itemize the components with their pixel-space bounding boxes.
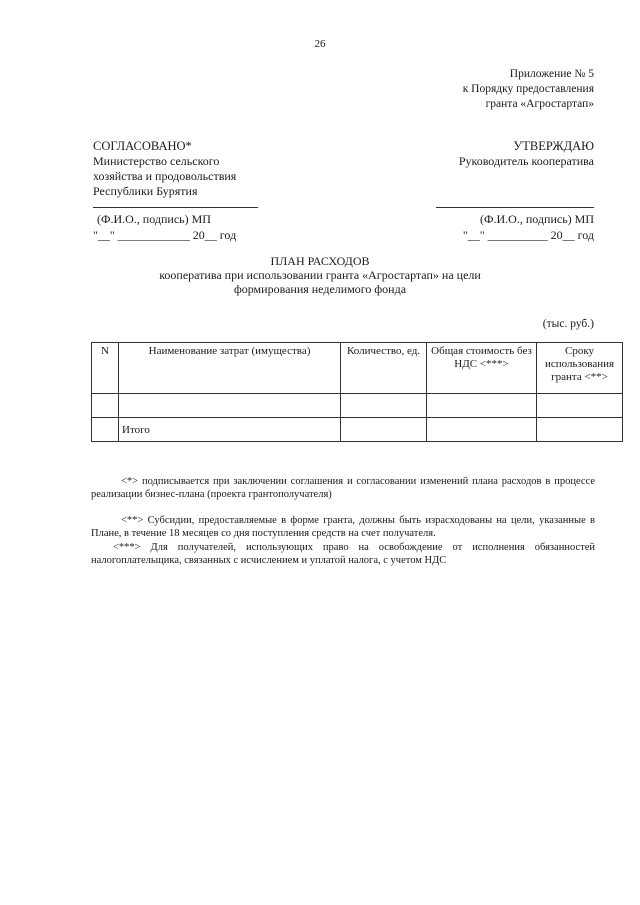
table-row (92, 394, 623, 418)
right-date-line: "__" __________ 20__ год (462, 228, 594, 242)
footnote-1: <*> подписывается при заключении соглашения и согласовании изменений плана расходов в процессе реализации бизнес-плана (проекта грантополучателя) (91, 476, 595, 500)
table-total-row (92, 418, 623, 442)
table-cell (341, 418, 427, 442)
approved-org-line-2: хозяйства и продовольствия (93, 169, 237, 183)
left-signature-line (93, 207, 258, 208)
table-cell (92, 394, 119, 418)
total-label: Итого (119, 418, 341, 442)
approved-block (93, 139, 236, 199)
approved-org-line-1: Министерство сельского (93, 154, 220, 168)
table-cell (537, 418, 623, 442)
footnote-2: <**> Субсидии, предоставляемые в форме гранта, должны быть израсходованы на цели, указанные в Плане, в течение 18 месяцев со дня поступления средств на счет получателя. (91, 515, 595, 539)
document-title (0, 254, 640, 296)
page-number: 26 (314, 38, 326, 50)
left-date-line: "__" ____________ 20__ год (93, 228, 237, 242)
appendix-line-1: Приложение № 5 (509, 68, 594, 80)
column-header: N (92, 343, 119, 394)
confirm-block (459, 139, 594, 169)
left-signature-caption: (Ф.И.О., подпись) МП (97, 212, 211, 226)
title-line-2: кооператива при использовании гранта «Агростартап» на цели (159, 268, 481, 282)
table-cell (92, 418, 119, 442)
appendix-reference (463, 67, 594, 112)
title-line-1: ПЛАН РАСХОДОВ (270, 254, 370, 268)
column-header: Сроку использования гранта <**> (537, 343, 623, 394)
column-header: Наименование затрат (имущества) (119, 343, 341, 394)
expense-plan-table (91, 342, 623, 442)
unit-label: (тыс. руб.) (542, 318, 594, 330)
title-line-3: формирования неделимого фонда (233, 282, 407, 296)
appendix-line-2: к Порядку предоставления (462, 83, 594, 95)
confirm-position: Руководитель кооператива (458, 154, 594, 168)
confirm-heading: УТВЕРЖДАЮ (513, 139, 594, 153)
column-header: Количество, ед. (341, 343, 427, 394)
table-cell (427, 394, 537, 418)
footnote-3: <***> Для получателей, использующих право на освобождение от исполнения обязанностей налогоплательщика, связанных с исчислением и уплатой налога, с учетом НДС (91, 542, 595, 566)
table-header-row (92, 343, 623, 394)
appendix-line-3: гранта «Агростартап» (485, 98, 594, 110)
table-cell (341, 394, 427, 418)
column-header: Общая стоимость без НДС <***> (427, 343, 537, 394)
table-cell (427, 418, 537, 442)
approved-heading: СОГЛАСОВАНО* (93, 139, 192, 153)
approved-org-line-3: Республики Бурятия (93, 184, 198, 198)
table-cell (119, 394, 341, 418)
right-signature-line (436, 207, 594, 208)
table-cell (537, 394, 623, 418)
right-signature-caption: (Ф.И.О., подпись) МП (480, 212, 594, 226)
